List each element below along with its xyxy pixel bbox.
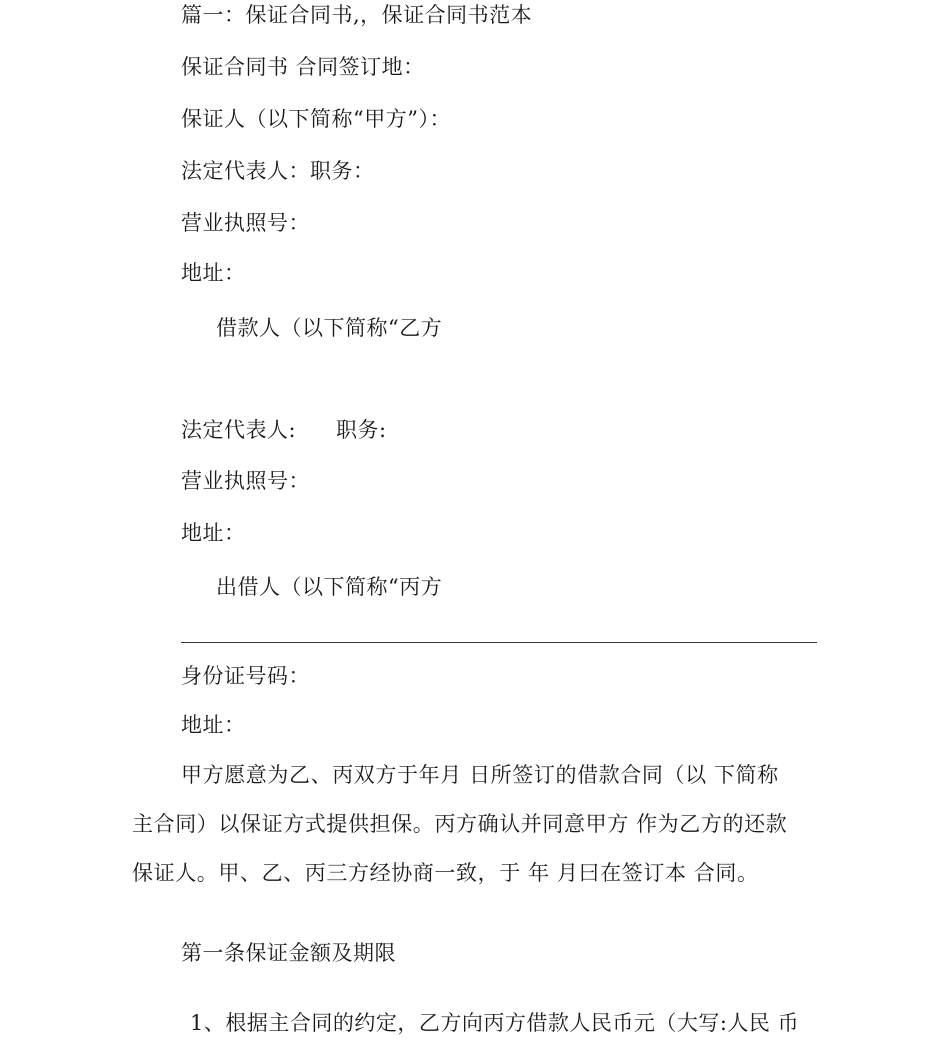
document-heading: 篇一：保证合同书,，保证合同书范本 — [181, 3, 533, 27]
borrower-business-license: 营业执照号： — [181, 469, 310, 493]
guarantor-label: 保证人（以下简称“甲方”）： — [181, 107, 451, 131]
lender-label: 出借人（以下简称“丙方 — [216, 575, 443, 599]
article-1-title: 第一条保证金额及期限 — [181, 941, 396, 965]
borrower-address: 地址： — [181, 521, 246, 545]
guarantor-business-license: 营业执照号： — [181, 211, 310, 235]
preamble-line-3: 保证人。甲、乙、丙三方经协商一致，于 年 月曰在签订本 合同。 — [132, 861, 759, 885]
preamble-line-1: 甲方愿意为乙、丙双方于年月 日所签订的借款合同（以 下简称 — [181, 763, 779, 787]
guarantor-legal-representative: 法定代表人：职务： — [181, 159, 375, 183]
borrower-label: 借款人（以下简称“乙方 — [216, 316, 443, 340]
article-1-item-1: 1、根据主合同的约定，乙方向丙方借款人民币元（大写:人民 币 — [190, 1011, 800, 1035]
guarantor-address: 地址： — [181, 261, 246, 285]
lender-address: 地址： — [181, 713, 246, 737]
borrower-title: 职务: — [336, 418, 387, 442]
preamble-line-2: 主合同）以保证方式提供担保。丙方确认并同意甲方 作为乙方的还款 — [132, 812, 788, 836]
lender-id-number: 身份证号码： — [181, 664, 310, 688]
divider-line — [181, 642, 817, 643]
contract-signing-place: 保证合同书 合同签订地： — [181, 55, 425, 79]
borrower-legal-representative: 法定代表人: — [181, 418, 297, 442]
